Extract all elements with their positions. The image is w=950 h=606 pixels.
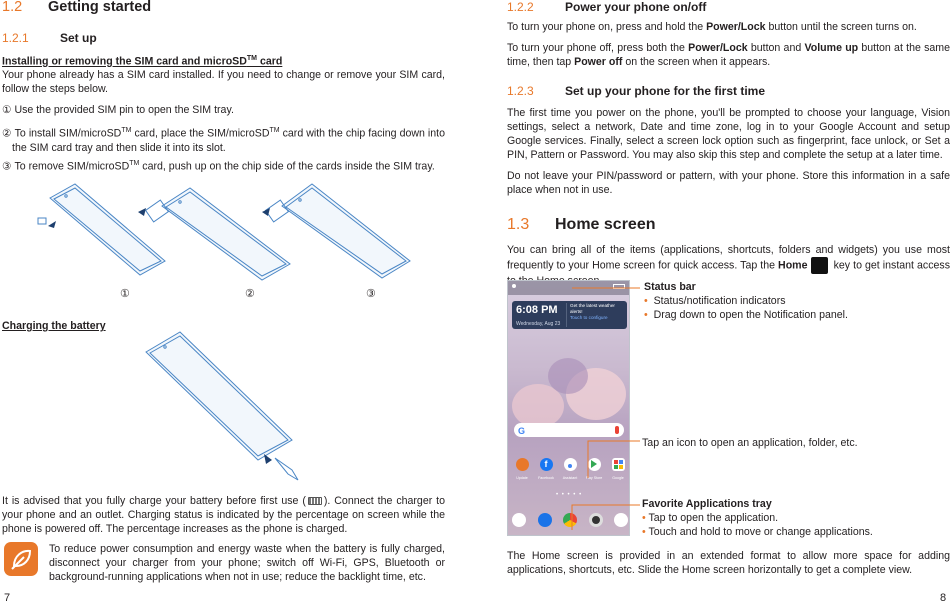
app-assistant[interactable]: Assistant [560,458,580,485]
page-number-right: 8 [940,592,947,604]
sim-tray-illustration [30,176,420,301]
charging-paragraph: It is advised that you fully charge your battery before first use ( ). Connect the charger to your phone and an outlet. Charging status is indicated by the percentage on screen while the phone is powered off. The percentage increases as the phone is charged. [2,495,445,535]
power-off-paragraph: To turn your phone off, press both the Power/Lock button and Volume up button at the same time, then tap Power off on the screen when it appears. [507,42,950,68]
figure-label-1: ① [120,288,130,300]
page-indicator: • • • • • [556,492,583,498]
weather-notice: Get the latest weather alerts! Touch to configure [566,303,624,327]
section-heading-1-2-3: 1.2.3 Set up your phone for the first time [507,84,766,98]
phone-1-drawing [50,184,165,275]
sim-card-heading: Installing or removing the SIM card and microSD™ card [2,55,283,68]
section-heading-1-3: 1.3 Home screen [507,216,656,233]
phone-3-drawing [282,184,410,278]
page-number-left: 7 [4,592,11,604]
phone-2-drawing [162,188,290,280]
figure-label-2: ② [245,288,255,300]
callout-favorite-list: • Tap to open the application. • Touch and hold to move or change applications. [642,512,873,538]
eco-tip-text: To reduce power consumption and energy waste when the battery is fully charged, disconnect your charger from your phone; switch off Wi-Fi, GPS, Bluetooth or background-running applications when not in use; reduce the backlight time, etc. [49,543,445,583]
clock-date: Wednesday, Aug 23 [516,321,561,327]
section-heading-1-2-2: 1.2.2 Power your phone on/off [507,0,707,14]
section-heading-1-2-1: 1.2.1 Set up [2,31,97,45]
messages-app-icon[interactable] [538,513,552,527]
power-on-paragraph: To turn your phone on, press and hold the Power/Lock button until the screen turns on. [507,21,917,33]
sim-intro-paragraph: Your phone already has a SIM card installed. If you need to change or remove your SIM card, follow the steps below. [2,69,445,95]
charging-illustration [140,330,310,485]
app-facebook[interactable]: f Facebook [538,459,554,480]
callout-app-icon: Tap an icon to open an application, folder, etc. [642,437,858,449]
first-time-paragraph: The first time you power on the phone, you'll be prompted to choose your language, Vision settings, select a network, Date and time zone, log in to your Google Account and setup Google services. Finally, select a screen lock option such as fingerprint, face unlock, or Set a PIN, Pattern or Password. You may also skip this step and complete the setup at a later time. [507,107,950,161]
step-3: ③ To remove SIM/microSD™ card, push up on the chip side of the cards inside the SIM tray. [2,160,435,173]
app-google-folder[interactable]: Google [608,458,628,485]
google-g-icon: G [518,426,526,436]
app-update[interactable]: Update [512,458,532,485]
phone-app-icon[interactable] [512,513,526,527]
callout-lines [570,282,642,542]
figure-label-3: ③ [366,288,376,300]
home-intro-paragraph: You can bring all of the items (applications, shortcuts, folders and widgets) you use most frequently to your Home screen for quick access. Tap the Home key to get instant access [507,243,950,288]
home-key-icon [811,257,828,274]
section-heading-1-2: 1.2 Getting started [2,0,152,15]
callout-favorite-title: Favorite Applications tray [642,498,772,510]
battery-icon [308,497,322,505]
clock-time: 6:08 PM [516,304,558,316]
callout-status-bar-list: • Status/notification indicators • Drag down to open the Notification panel. [644,295,848,321]
step-2: ② To install SIM/microSD™ card, place the SIM/microSD™ card with the chip facing down into the SIM card tray and then slide it into its slot. [2,127,445,154]
callout-status-bar-title: Status bar [644,281,696,293]
step-1: ① Use the provided SIM pin to open the SIM tray. [2,104,234,116]
eco-tip-icon [4,542,38,576]
pin-note-paragraph: Do not leave your PIN/password or pattern, with your phone. Store this information in a safe place when not in use. [507,170,950,196]
app-play-store[interactable]: Play Store [584,458,604,485]
charging-heading: Charging the battery [2,320,106,332]
home-extended-paragraph: The Home screen is provided in an extended format to allow more space for adding applications, shortcuts, etc. Slide the Home screen horizontally to get a complete view. [507,550,950,576]
